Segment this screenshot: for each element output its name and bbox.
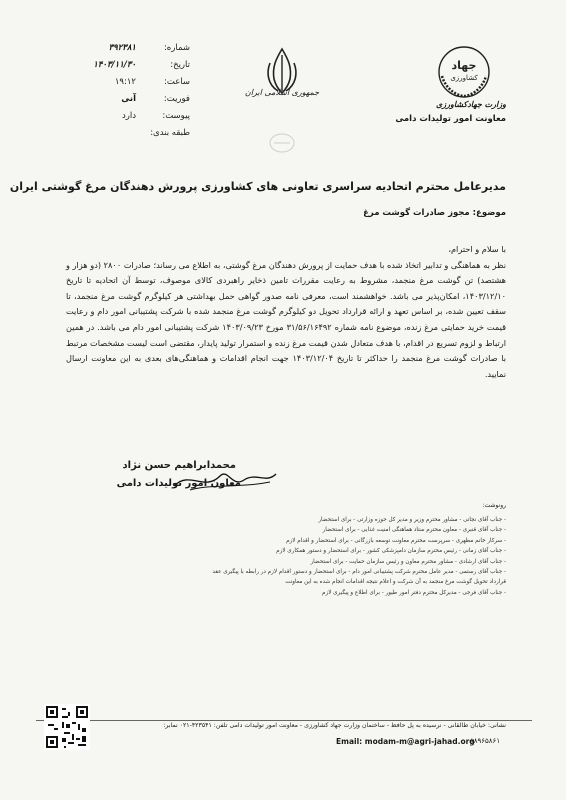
body-paragraph: نظر به هماهنگی و تدابیر اتخاذ شده با هدف حمایت از پرورش دهندگان مرغ گوشتی، به اطلاع می رساند؛ صادرات ۲۸۰۰ (دو هزار و هشتصد) تن گوشت مرغ منجمد، مشروط به رعایت مقررات تامین ذخایر راهبردی کالای موصوف، توسط آن اتحادیه تا تاریخ ۱۴۰۳/۱۲/۱۰، امکان‌پذیر می باشد. خواهشمند است، معرفی نامه صدور گواهی حمل بهداشتی هر کیلوگرم گوشت مرغ منجمد، تا سقف تعیین شده، بر اساس تعهد و ارائه قرارداد تحویل دو کیلوگرم گوشت مرغ منجمد شده با شرکت پشتیبانی امور دام و رعایت قیمت خرید حمایتی مرغ زنده، موضوع نامه شماره ۳۱/۵۶/۱۶۴۹۲ مورخ ۱۴۰۳/۰۹/۲۳ شرکت پشتیبانی امور دام می باشد. در همین ارتباط و لزوم تسریع در اقدام، با هدف متعادل شدن قیمت مرغ زنده و استمرار تولید پایدار، مقتضی است لیست مشخصات مرتبط با صادرات گوشت مرغ منجمد را حداکثر تا تاریخ ۱۴۰۳/۱۲/۰۴ جهت انجام اقدامات و هماهنگی‌های بعدی به این معاونت ارسال نمایید.: [66, 259, 507, 379]
emblem-caption: جمهوری اسلامی ایران: [244, 88, 320, 97]
cc-line: - جناب آقای قنبری - معاون محترم ستاد هماهنگی امنیت غذایی - برای استحضار: [322, 527, 506, 534]
addressee: مدیرعامل محترم اتحادیه سراسری تعاونی های کشاورزی پرورش دهندگان مرغ گوشتی ایران: [9, 180, 506, 193]
cc-title: رونوشت:: [482, 502, 506, 509]
number-label: شماره:: [163, 43, 190, 53]
jahad-keshavarzi-logo-icon: [436, 44, 492, 100]
subject-line: موضوع: مجوز صادرات گوشت مرغ: [363, 208, 506, 218]
footer-postal: ۸۸۹۶۵۸۶۱: [470, 737, 501, 745]
cc-line: - جناب آقای نجاتی - مشاور محترم وزیر و مدیر کل حوزه وزارتی - برای استحضار: [318, 517, 506, 523]
ministry-name: وزارت جهادکشاورزی: [436, 100, 506, 109]
cc-list: [206, 515, 506, 598]
faint-seal-icon: [268, 132, 296, 154]
date-label: تاریخ:: [170, 60, 190, 70]
letter-meta: [60, 40, 190, 142]
letter-body: [66, 242, 506, 382]
cc-line: - جناب آقای ارشادی - مشاور محترم معاون و رئیس سازمان حمایت - برای استحضار: [310, 558, 506, 565]
footer-address: نشانی: خیابان طالقانی - نرسیده به پل حافظ - ساختمان وزارت جهاد کشاورزی - معاونت امور تولیدات دامی تلفن: ۴۲۳۵۴۱-۰۲۱ نمابر:: [163, 722, 506, 729]
cc-line: - جناب آقای فرجی - مدیرکل محترم دفتر امور طیور - برای اطلاع و پیگیری لازم: [322, 589, 506, 596]
urgency-label: فوریت:: [163, 94, 190, 104]
footer-email: Email: modam-m@agri-jahad.org: [336, 737, 475, 746]
cc-line: - جناب آقای زمانی - رئیس محترم سازمان دامپزشکی کشور - برای استحضار و دستور همکاری لازم: [276, 548, 506, 555]
logo-text-top: جهاد: [451, 59, 477, 72]
signatory-name: محمدابراهیم حسن نژاد: [122, 460, 236, 471]
cc-line: - سرکار خانم مظهری - سرپرست محترم معاونت توسعه بازرگانی - برای استحضار و اقدام لازم: [286, 537, 506, 544]
logo-text-bottom: کشاورزی: [450, 74, 478, 82]
urgency-value: آنی: [121, 94, 136, 104]
classification-label: طبقه بندی:: [150, 128, 190, 138]
deputy-name: معاونت امور تولیدات دامی: [395, 114, 506, 124]
time-label: ساعت:: [164, 77, 190, 87]
cc-line: قرارداد تحویل گوشت مرغ منجمد به آن شرکت و اعلام نتیجه اقدامات انجام شده به این معاونت: [285, 579, 506, 586]
attachment-value: دارد: [121, 111, 136, 121]
letter-time: ۱۹:۱۲: [114, 77, 136, 87]
footer-divider: [36, 720, 532, 721]
qr-code-icon: [44, 704, 90, 750]
cc-line: - جناب آقای رستمی - مدیر عامل محترم شرکت پشتیبانی امور دام - برای استحضار و دستور اقدام لازم در رابطه با پیگیری عقد: [212, 569, 506, 576]
letter-number: ۳۹۲۳۸۱: [108, 43, 136, 53]
letter-date: ۱۴۰۳/۱۱/۳۰: [93, 60, 136, 70]
attachment-label: پیوست:: [162, 111, 190, 121]
signatory-title: معاون امور تولیدات دامی: [116, 478, 241, 489]
greeting: با سلام و احترام،: [448, 244, 506, 254]
